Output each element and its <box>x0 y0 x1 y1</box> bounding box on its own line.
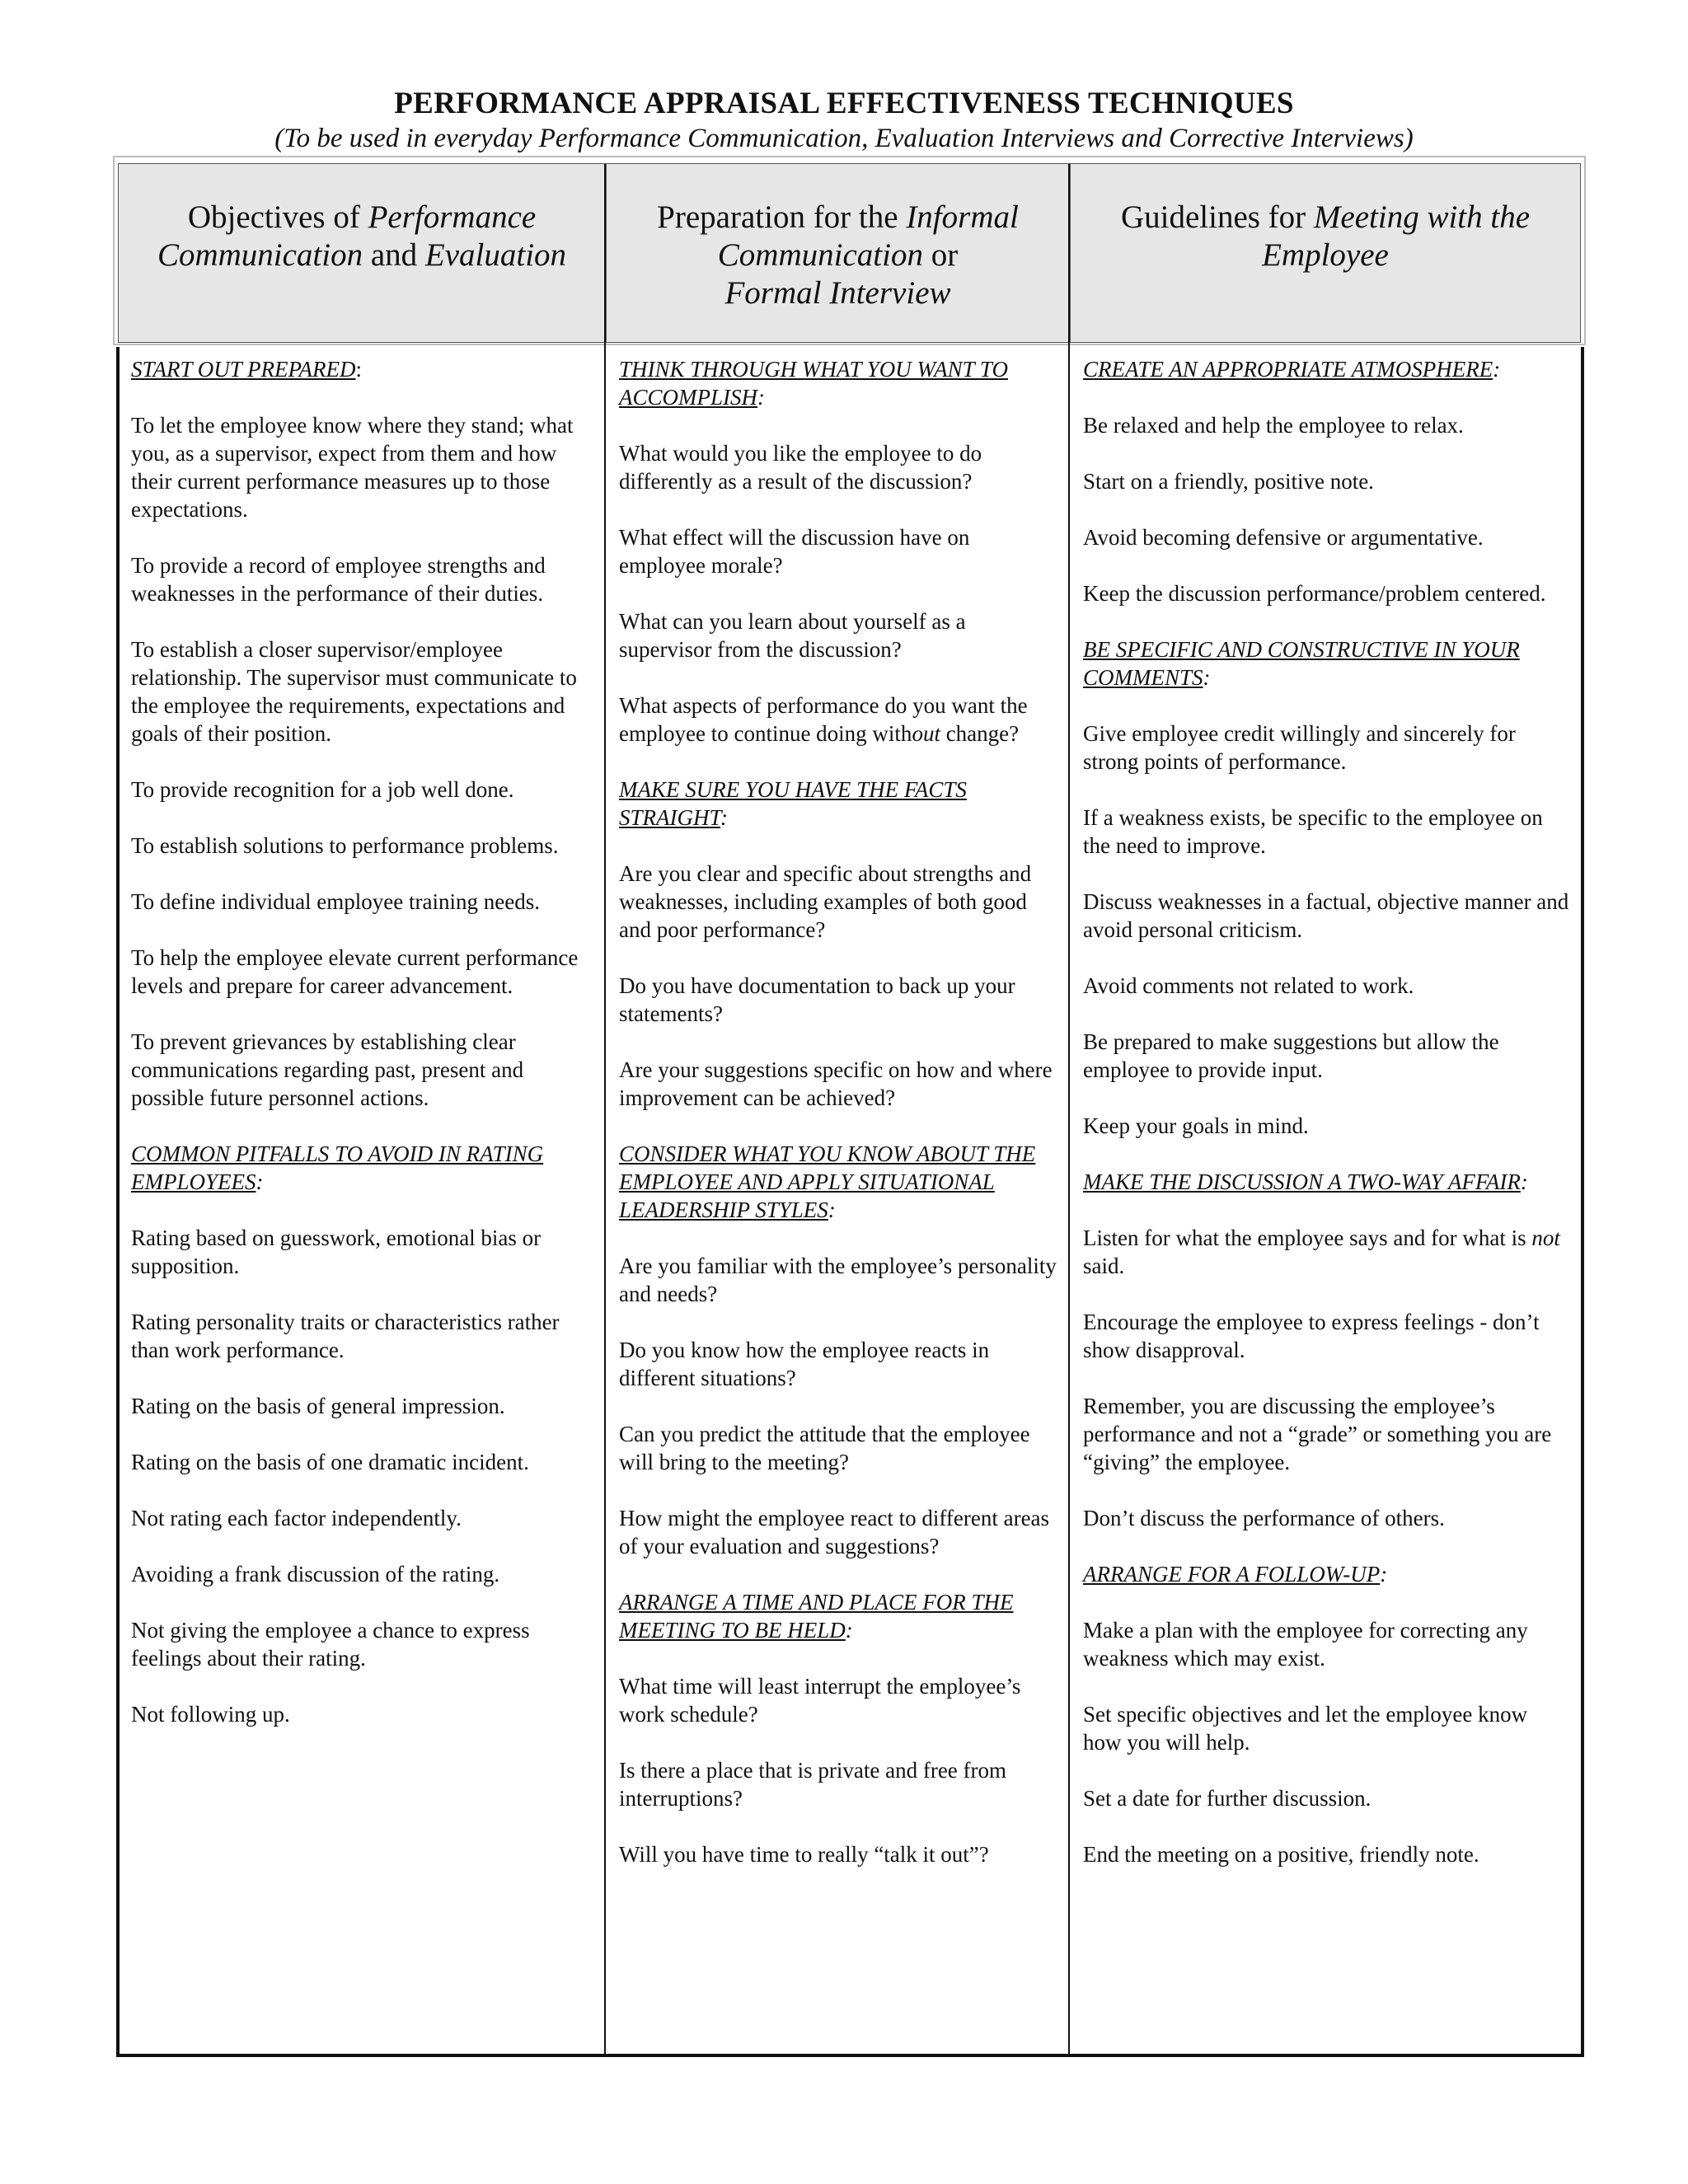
guidelines-column <box>1083 355 1569 1896</box>
header-text-italic: Evaluation <box>424 237 567 273</box>
objectives-column <box>131 355 593 1756</box>
list-item: Are you familiar with the employee’s personality and needs? <box>619 1254 1057 1306</box>
header-text-italic: Performance <box>368 199 537 235</box>
section-heading: CREATE AN APPROPRIATE ATMOSPHERE: <box>1083 357 1501 382</box>
list-item: Rating on the basis of one dramatic incident. <box>131 1450 529 1474</box>
list-item: Do you know how the employee reacts in different situations? <box>619 1338 990 1390</box>
header-text: Guidelines for <box>1120 199 1314 235</box>
list-item: Keep the discussion performance/problem centered. <box>1083 581 1546 606</box>
list-item: Remember, you are discussing the employee’s performance and not a “grade” or something you are “giving” the employee. <box>1083 1394 1552 1474</box>
header-guidelines <box>1070 163 1581 343</box>
section-heading: ARRANGE A TIME AND PLACE FOR THE MEETING TO BE HELD: <box>619 1590 1014 1643</box>
list-item: Make a plan with the employee for correcting any weakness which may exist. <box>1083 1618 1528 1671</box>
header-text: Objectives of <box>187 199 368 235</box>
list-item: Are you clear and specific about strengths and weaknesses, including examples of both good and poor performance? <box>619 861 1032 942</box>
list-item: To provide recognition for a job well done. <box>131 777 514 802</box>
list-item: How might the employee react to different areas of your evaluation and suggestions? <box>619 1506 1050 1558</box>
list-item: Not following up. <box>131 1702 290 1727</box>
header-text: and <box>363 237 425 273</box>
section-heading: ARRANGE FOR A FOLLOW-UP: <box>1083 1562 1388 1586</box>
list-item: Rating based on guesswork, emotional bias or supposition. <box>131 1226 542 1278</box>
section-heading: START OUT PREPARED: <box>131 357 363 382</box>
document-subtitle: (To be used in everyday Performance Communication, Evaluation Interviews and Corrective Interviews) <box>274 124 1414 153</box>
section-heading: MAKE SURE YOU HAVE THE FACTS STRAIGHT: <box>619 777 967 830</box>
header-text-italic: Meeting with the <box>1313 199 1531 235</box>
header-text: Preparation for the <box>657 199 907 235</box>
list-item: What would you like the employee to do differently as a result of the discussion? <box>619 441 982 494</box>
list-item: Discuss weaknesses in a factual, objective manner and avoid personal criticism. <box>1083 889 1569 942</box>
list-item: What aspects of performance do you want the employee to continue doing without change? <box>619 693 1028 746</box>
list-item: To provide a record of employee strengths and weaknesses in the performance of their duties. <box>131 553 546 606</box>
list-item: Keep your goals in mind. <box>1083 1113 1309 1138</box>
section-heading: THINK THROUGH WHAT YOU WANT TO ACCOMPLISH: <box>619 357 1008 410</box>
document-title: PERFORMANCE APPRAISAL EFFECTIVENESS TECHNIQUES <box>394 87 1294 120</box>
header-text: or <box>922 237 959 273</box>
list-item: To prevent grievances by establishing clear communications regarding past, present and possible future personnel actions. <box>131 1029 524 1110</box>
list-item: What effect will the discussion have on employee morale? <box>619 525 970 578</box>
list-item: Avoid comments not related to work. <box>1083 973 1414 998</box>
section-heading: MAKE THE DISCUSSION A TWO-WAY AFFAIR: <box>1083 1169 1528 1194</box>
list-item: Rating personality traits or characteristics rather than work performance. <box>131 1310 560 1362</box>
list-item: If a weakness exists, be specific to the employee on the need to improve. <box>1083 805 1543 858</box>
list-item: Rating on the basis of general impression. <box>131 1394 505 1418</box>
header-text-italic: Employee <box>1262 237 1389 273</box>
list-item: Be relaxed and help the employee to relax. <box>1083 413 1464 438</box>
list-item: Avoiding a frank discussion of the rating. <box>131 1562 500 1586</box>
list-item: Start on a friendly, positive note. <box>1083 469 1374 494</box>
list-item: Not giving the employee a chance to express feelings about their rating. <box>131 1618 530 1671</box>
list-item: Set a date for further discussion. <box>1083 1786 1372 1811</box>
section-heading: COMMON PITFALLS TO AVOID IN RATING EMPLOYEES: <box>131 1141 544 1194</box>
list-item: Avoid becoming defensive or argumentative. <box>1083 525 1484 550</box>
list-item: To let the employee know where they stand; what you, as a supervisor, expect from them and how their current performance measures up to those expectations. <box>131 413 574 522</box>
list-item: Listen for what the employee says and for what is not said. <box>1083 1226 1560 1278</box>
list-item: To help the employee elevate current performance levels and prepare for career advancement. <box>131 945 579 998</box>
preparation-column <box>619 355 1060 1896</box>
list-item: To define individual employee training needs. <box>131 889 540 914</box>
header-preparation <box>606 163 1070 343</box>
appraisal-table <box>116 159 1584 2057</box>
list-item: Encourage the employee to express feelings - don’t show disapproval. <box>1083 1310 1540 1362</box>
list-item: Be prepared to make suggestions but allow the employee to provide input. <box>1083 1029 1499 1082</box>
list-item: End the meeting on a positive, friendly note. <box>1083 1842 1479 1867</box>
list-item: Set specific objectives and let the employee know how you will help. <box>1083 1702 1528 1755</box>
list-item: Are your suggestions specific on how and where improvement can be achieved? <box>619 1057 1053 1110</box>
header-objectives <box>118 163 606 343</box>
list-item: Don’t discuss the performance of others. <box>1083 1506 1445 1530</box>
list-item: What can you learn about yourself as a supervisor from the discussion? <box>619 609 966 662</box>
list-item: Is there a place that is private and free from interruptions? <box>619 1758 1007 1811</box>
list-item: What time will least interrupt the employee’s work schedule? <box>619 1674 1021 1727</box>
list-item: Will you have time to really “talk it out”? <box>619 1842 989 1867</box>
header-text-italic: Formal Interview <box>724 275 951 311</box>
list-item: Do you have documentation to back up your statements? <box>619 973 1015 1026</box>
section-heading: BE SPECIFIC AND CONSTRUCTIVE IN YOUR COMMENTS: <box>1083 637 1520 690</box>
section-heading: CONSIDER WHAT YOU KNOW ABOUT THE EMPLOYEE AND APPLY SITUATIONAL LEADERSHIP STYLES: <box>619 1141 1036 1222</box>
header-text-italic: Communication <box>157 237 363 273</box>
column-divider <box>604 164 606 2057</box>
list-item: Give employee credit willingly and sincerely for strong points of performance. <box>1083 721 1516 774</box>
list-item: Not rating each factor independently. <box>131 1506 462 1530</box>
list-item: Can you predict the attitude that the employee will bring to the meeting? <box>619 1422 1030 1474</box>
list-item: To establish solutions to performance problems. <box>131 833 559 858</box>
list-item: To establish a closer supervisor/employee relationship. The supervisor must communicate to the employee the requirements, expectations and goals of their position. <box>131 637 577 746</box>
column-divider <box>1068 164 1070 2057</box>
header-text-italic: Communication <box>717 237 923 273</box>
header-text-italic: Informal <box>906 199 1019 235</box>
